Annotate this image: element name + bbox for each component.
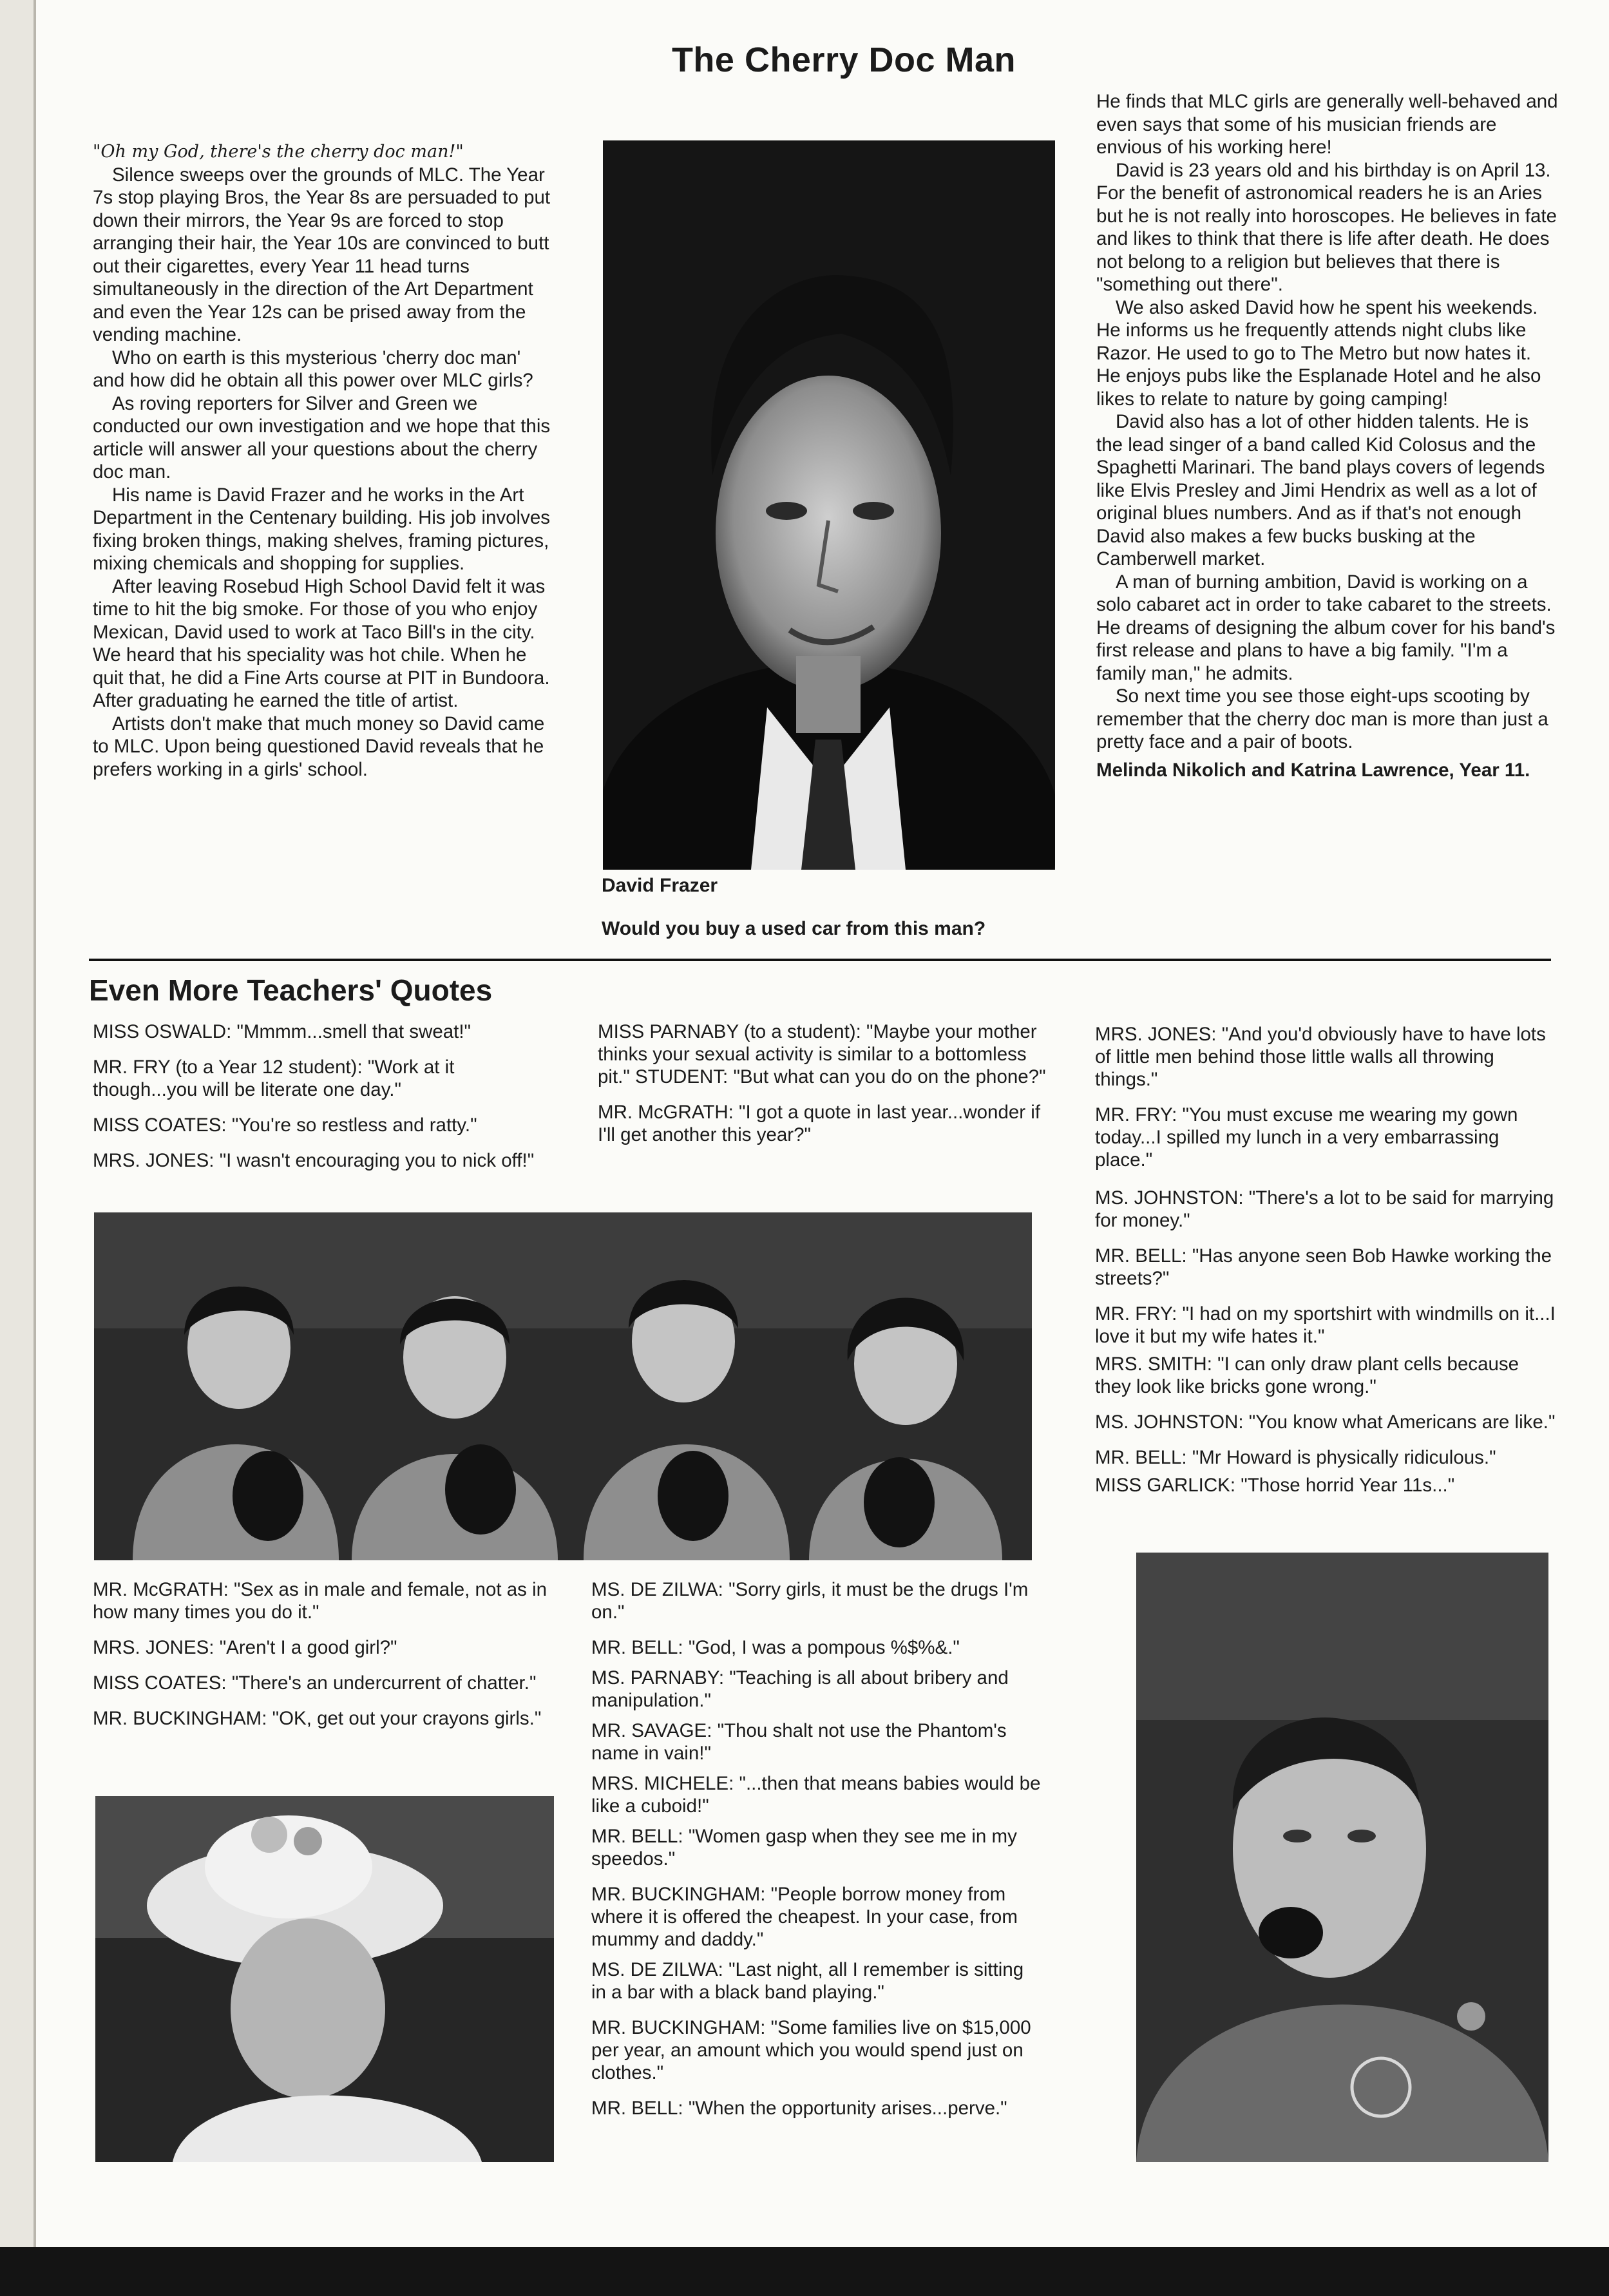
portrait-illustration <box>603 140 1055 870</box>
teacher-quote: MS. JOHNSTON: "There's a lot to be said for marrying for money." <box>1095 1187 1554 1231</box>
teacher-quote: MR. BELL: "God, I was a pompous %$%&." <box>591 1637 960 1658</box>
teacher-quote: MR. FRY: "You must excuse me wearing my gown today...I spilled my lunch in a very embarrassing place." <box>1095 1104 1518 1171</box>
article-paragraph: After leaving Rosebud High School David felt it was time to hit the big smoke. For those of you who enjoy Mexican, David used to work at Taco Bill's in the city. We heard that his speciality was hot chile. When he quit that, he did a Fine Arts course at PIT in Bundoora. After graduating he earned the title of artist. <box>93 575 550 711</box>
teacher-quote: MR. BELL: "Mr Howard is physically ridiculous." <box>1095 1447 1496 1468</box>
quotes-column-2-bottom <box>591 1578 1042 2132</box>
teacher-quote: MR. McGRATH: "Sex as in male and female, not as in how many times you do it." <box>93 1579 547 1623</box>
teacher-quote: MISS PARNABY (to a student): "Maybe your mother thinks your sexual activity is similar to a bottomless pit." STUDENT: "But what can you do on the phone?" <box>598 1021 1046 1087</box>
portrait-subcaption: Would you buy a used car from this man? <box>602 918 986 939</box>
article-paragraph: He finds that MLC girls are generally well-behaved and even says that some of his musician friends are envious of his working here! <box>1096 91 1558 158</box>
quotes-column-1-bottom <box>93 1578 557 1743</box>
teacher-quote: MS. JOHNSTON: "You know what Americans are like." <box>1095 1411 1556 1433</box>
teacher-quote: MRS. MICHELE: "...then that means babies would be like a cuboid!" <box>591 1773 1041 1817</box>
teacher-quote: MR. FRY (to a Year 12 student): "Work at it though...you will be literate one day." <box>93 1057 455 1100</box>
teacher-quote: MR. BUCKINGHAM: "OK, get out your crayons girls." <box>93 1708 542 1729</box>
teacher-quote: MRS. JONES: "Aren't I a good girl?" <box>93 1637 397 1658</box>
article-paragraph: His name is David Frazer and he works in the Art Department in the Centenary building. His job involves fixing broken things, making shelves, framing pictures, mixing chemicals and shopping for supplies. <box>93 484 551 574</box>
teacher-quote: MR. BELL: "Has anyone seen Bob Hawke working the streets?" <box>1095 1245 1552 1289</box>
teacher-quote: MRS. SMITH: "I can only draw plant cells because they look like bricks gone wrong." <box>1095 1354 1519 1397</box>
article-paragraph: We also asked David how he spent his weekends. He informs us he frequently attends night clubs like Razor. He used to go to The Metro but now hates it. He enjoys pubs like the Esplanade Hotel and he also likes to relate to nature by going camping! <box>1096 296 1541 410</box>
group-photo-illustration <box>94 1212 1032 1560</box>
article-paragraph: As roving reporters for Silver and Green we conducted our own investigation and we hope that this article will answer all your questions about the cherry doc man. <box>93 392 551 483</box>
teacher-quote: MR. BELL: "When the opportunity arises...perve." <box>591 2098 1007 2119</box>
article-paragraph: Artists don't make that much money so David came to MLC. Upon being questioned David reveals that he prefers working in a girls' school. <box>93 713 545 780</box>
quotes-column-3 <box>1095 1023 1559 1509</box>
article-paragraph: So next time you see those eight-ups scooting by remember that the cherry doc man is more than just a pretty face and a pair of boots. <box>1096 685 1548 752</box>
quotes-column-2-top <box>598 1020 1049 1159</box>
article-intro: "Oh my God, there's the cherry doc man!" <box>93 142 464 162</box>
quotes-column-1-top <box>93 1020 537 1185</box>
teacher-quote: MR. McGRATH: "I got a quote in last year...wonder if I'll get another this year?" <box>598 1102 1041 1145</box>
hat-photo-illustration <box>95 1796 554 2162</box>
quotes-section-title: Even More Teachers' Quotes <box>89 973 493 1007</box>
portrait-photo-david-frazer <box>603 140 1055 870</box>
article-paragraph: David also has a lot of other hidden talents. He is the lead singer of a band called Kid Colosus and the Spaghetti Marinari. The band plays covers of legends like Elvis Presley and Jimi Hendrix as well as a lot of original blues numbers. And as if that's not enough David also makes a few bucks busking at the Camberwell market. <box>1096 411 1545 569</box>
article-paragraph: Who on earth is this mysterious 'cherry doc man' and how did he obtain all this power over MLC girls? <box>93 347 533 391</box>
teacher-quote: MR. BUCKINGHAM: "Some families live on $15,000 per year, an amount which you would spend just on clothes." <box>591 2017 1031 2083</box>
photo-man-shouting <box>1136 1553 1548 2162</box>
article-paragraph: Silence sweeps over the grounds of MLC. The Year 7s stop playing Bros, the Year 8s are persuaded to put down their mirrors, the Year 9s are forced to stop arranging their hair, the Year 10s are convinced to butt out their cigarettes, every Year 11 head turns simultaneously in the direction of the Art Department and even the Year 12s can be prised away from the vending machine. <box>93 164 551 345</box>
page-gutter <box>0 0 36 2296</box>
group-photo-teachers <box>94 1212 1032 1560</box>
article-paragraph: A man of burning ambition, David is working on a solo cabaret act in order to take cabaret to the streets. He dreams of designing the album cover for his band's first release and plans to have a big family. "I'm a family man," he admits. <box>1096 571 1556 684</box>
teacher-quote: MR. FRY: "I had on my sportshirt with windmills on it...I love it but my wife hates it." <box>1095 1303 1556 1347</box>
teacher-quote: MR. BUCKINGHAM: "People borrow money from where it is offered the cheapest. In your case, from mummy and daddy." <box>591 1884 1018 1950</box>
shouting-photo-illustration <box>1136 1553 1548 2162</box>
teacher-quote: MRS. JONES: "And you'd obviously have to have lots of little men behind those little walls all throwing things." <box>1095 1024 1546 1090</box>
teacher-quote: MS. PARNABY: "Teaching is all about bribery and manipulation." <box>591 1667 1009 1711</box>
teacher-quote: MISS OSWALD: "Mmmm...smell that sweat!" <box>93 1021 471 1042</box>
article-left-column <box>93 140 557 781</box>
teacher-quote: MRS. JONES: "I wasn't encouraging you to nick off!" <box>93 1150 535 1171</box>
page-bottom-edge <box>0 2247 1609 2296</box>
teacher-quote: MISS COATES: "You're so restless and ratty." <box>93 1115 477 1136</box>
portrait-caption: David Frazer <box>602 875 718 896</box>
teacher-quote: MISS COATES: "There's an undercurrent of chatter." <box>93 1672 537 1694</box>
teacher-quote: MS. DE ZILWA: "Sorry girls, it must be the drugs I'm on." <box>591 1579 1029 1623</box>
article-paragraph: David is 23 years old and his birthday is on April 13. For the benefit of astronomical readers he is an Aries but he is not really into horoscopes. He believes in fate and likes to think that there is life after death. He does not belong to a religion but believes that there is "something out there". <box>1096 159 1557 295</box>
teacher-quote: MS. DE ZILWA: "Last night, all I remember is sitting in a bar with a black band playing." <box>591 1959 1024 2003</box>
photo-man-in-hat <box>95 1796 554 2162</box>
teacher-quote: MR. BELL: "Women gasp when they see me in my speedos." <box>591 1826 1017 1870</box>
teacher-quote: MR. SAVAGE: "Thou shalt not use the Phantom's name in vain!" <box>591 1720 1007 1764</box>
article-right-column <box>1096 90 1560 781</box>
teacher-quote: MISS GARLICK: "Those horrid Year 11s..." <box>1095 1475 1455 1496</box>
article-byline: Melinda Nikolich and Katrina Lawrence, Year 11. <box>1096 759 1530 781</box>
article-title: The Cherry Doc Man <box>671 41 1016 79</box>
section-divider <box>89 959 1551 961</box>
